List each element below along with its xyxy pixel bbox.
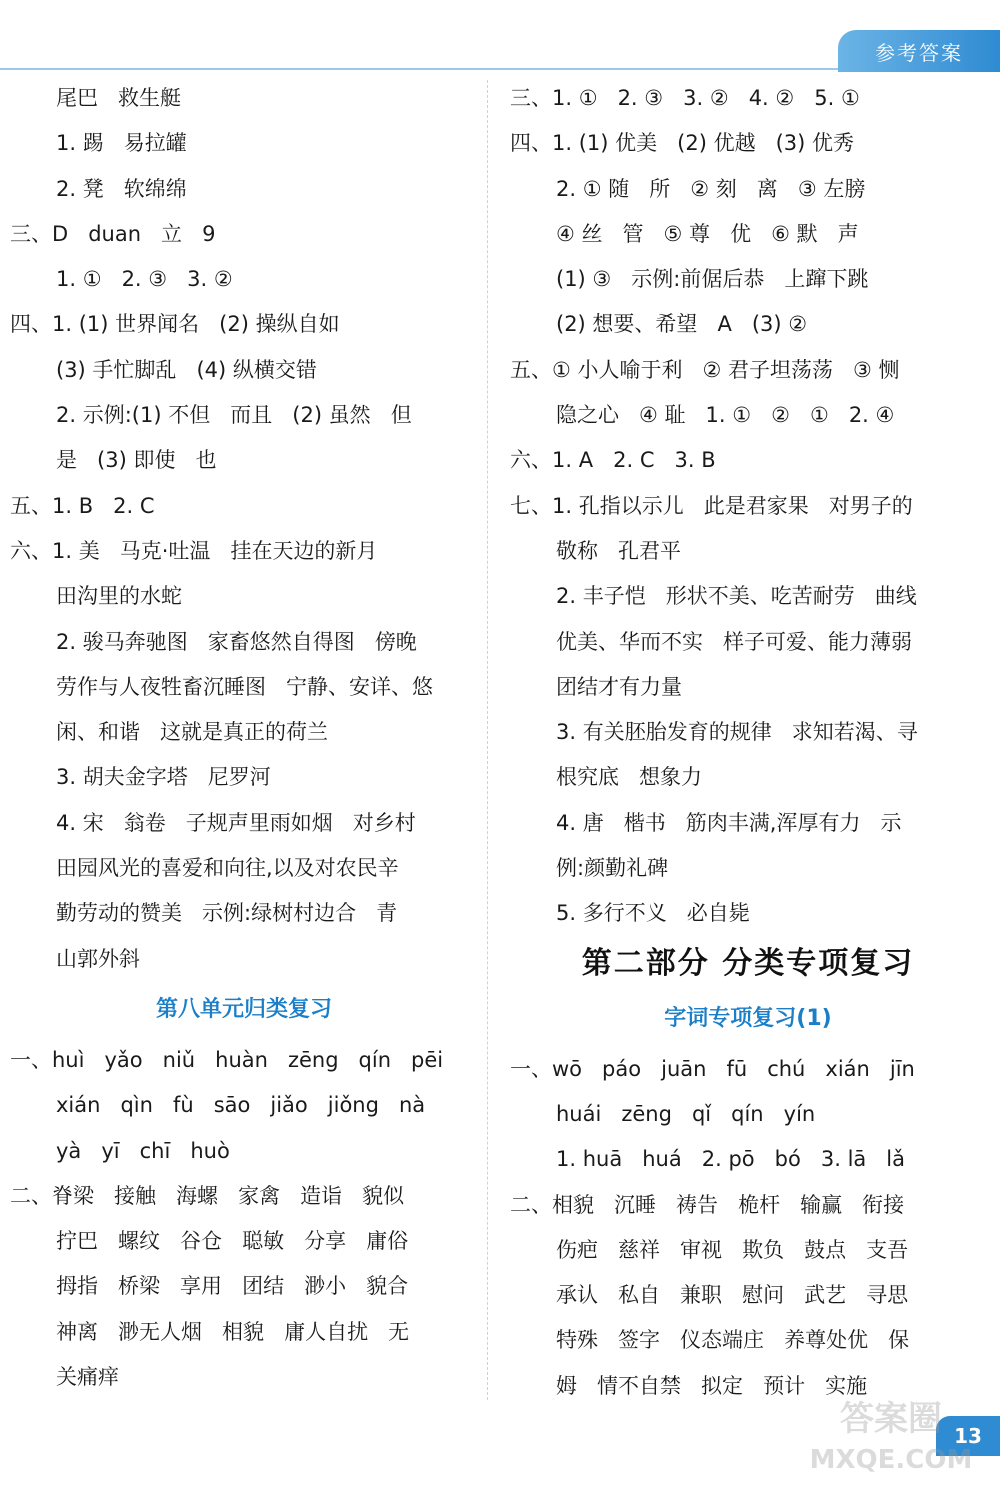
column-divider [487,80,488,1400]
watermark-logo [796,1388,986,1478]
answer-line: 1. ① 2. ③ 3. ② [56,267,233,292]
answer-line: 闲、和谐 这就是真正的荷兰 [56,720,329,745]
answer-line: 是 (3) 即使 也 [56,448,217,473]
answer-line: 2. 丰子恺 形状不美、吃苦耐劳 曲线 [556,584,917,609]
answer-line: 尾巴 救生艇 [56,86,182,110]
answer-line: huái zēng qǐ qín yín [556,1101,816,1126]
answer-line: (1) ③ 示例:前倨后恭 上蹿下跳 [556,267,869,292]
answer-line: 二、脊梁 接触 海螺 家禽 造诣 貌似 [10,1183,405,1208]
answer-line: yà yī chī huò [56,1138,230,1163]
header-tab: 参考答案 [838,30,1000,72]
header-rule [0,68,840,70]
answer-line: xián qìn fù sāo jiǎo jiǒng nà [56,1093,426,1118]
answer-line: 一、huì yǎo niǔ huàn zēng qín pēi [10,1047,444,1072]
answer-line: 姆 情不自禁 拟定 预计 实施 [556,1373,868,1398]
answer-line: 五、1. B 2. C [10,493,155,518]
answer-line: 拇指 桥梁 享用 团结 渺小 貌合 [56,1274,409,1299]
answer-line: 一、wō páo juān fū chú xián jīn [510,1056,915,1081]
left-answers-a [10,76,478,982]
section-title-unit8: 第八单元归类复习 [155,996,332,1022]
answer-line: 优美、华而不实 样子可爱、能力薄弱 [556,629,913,654]
section-title-vocab: 字词专项复习(1) [664,1005,832,1031]
answer-line: 1. huā huá 2. pō bó 3. lā lǎ [556,1147,906,1172]
answer-line: 隐之心 ④ 耻 1. ① ② ① 2. ④ [556,403,895,428]
watermark-top-text: 答案圈 [840,1399,942,1439]
answer-line: 1. 踢 易拉罐 [56,131,187,156]
answer-line: 特殊 签字 仪态端庄 养尊处优 保 [556,1328,910,1353]
answer-line: 4. 宋 翁卷 子规声里雨如烟 对乡村 [56,810,416,835]
answer-line: 团结才有力量 [556,674,682,699]
answer-line: ④ 丝 管 ⑤ 尊 优 ⑥ 默 声 [556,221,859,246]
left-column [10,76,478,1400]
answer-line: 山郭外斜 [56,946,140,971]
right-column [510,76,986,1409]
left-answers-b [10,1038,478,1400]
answer-line: 2. ① 随 所 ② 刻 离 ③ 左膀 [556,176,866,201]
answer-line: 劳作与人夜牲畜沉睡图 宁静、安详、悠 [56,674,434,699]
answer-line: 勤劳动的赞美 示例:绿树村边合 青 [56,901,398,926]
answer-line: 例:颜勤礼碑 [556,856,669,881]
answer-line: 敬称 孔君平 [556,538,682,563]
answer-line: 四、1. (1) 优美 (2) 优越 (3) 优秀 [510,131,855,156]
answer-line: 关痛痒 [56,1365,119,1390]
answer-line: (3) 手忙脚乱 (4) 纵横交错 [56,357,317,382]
watermark-bottom-text: MXQE.COM [809,1445,973,1475]
answer-line: 七、1. 孔指以示儿 此是君家果 对男子的 [510,493,913,518]
page-number: 13 [936,1416,1000,1456]
answer-line: 承认 私自 兼职 慰问 武艺 寻思 [556,1283,909,1308]
answer-line: 3. 有关胚胎发育的规律 求知若渴、寻 [556,720,918,745]
right-answers-b [510,1047,986,1409]
answer-line: (2) 想要、希望 A (3) ② [556,312,808,337]
answer-line: 三、D duan 立 9 [10,221,216,246]
right-answers-a [510,76,986,937]
answer-line: 拧巴 螺纹 谷仓 聪敏 分享 庸俗 [56,1229,409,1254]
answer-line: 田沟里的水蛇 [56,584,182,609]
answer-line: 2. 示例:(1) 不但 而且 (2) 虽然 但 [56,403,412,428]
answer-line: 三、1. ① 2. ③ 3. ② 4. ② 5. ① [510,86,860,110]
answer-line: 3. 胡夫金字塔 尼罗河 [56,765,271,790]
answer-line: 2. 骏马奔驰图 家畜悠然自得图 傍晚 [56,629,417,654]
answer-line: 六、1. 美 马克·吐温 挂在天边的新月 [10,538,378,563]
answer-line: 五、① 小人喻于利 ② 君子坦荡荡 ③ 恻 [510,357,900,382]
answer-line: 神离 渺无人烟 相貌 庸人自扰 无 [56,1319,410,1344]
answer-line: 二、相貌 沉睡 祷告 桅杆 输赢 衔接 [510,1192,905,1217]
answer-line: 伤疤 慈祥 审视 欺负 鼓点 支吾 [556,1237,909,1262]
answer-line: 六、1. A 2. C 3. B [510,448,716,473]
answer-line: 四、1. (1) 世界闻名 (2) 操纵自如 [10,312,340,337]
answer-line: 2. 凳 软绵绵 [56,176,187,201]
answer-line: 根究底 想象力 [556,765,703,790]
part-two-title: 第二部分 分类专项复习 [581,945,915,981]
answer-line: 5. 多行不义 必自毙 [556,901,750,926]
answer-line: 田园风光的喜爱和向往,以及对农民辛 [56,856,399,881]
answer-line: 4. 唐 楷书 筋肉丰满,浑厚有力 示 [556,810,902,835]
